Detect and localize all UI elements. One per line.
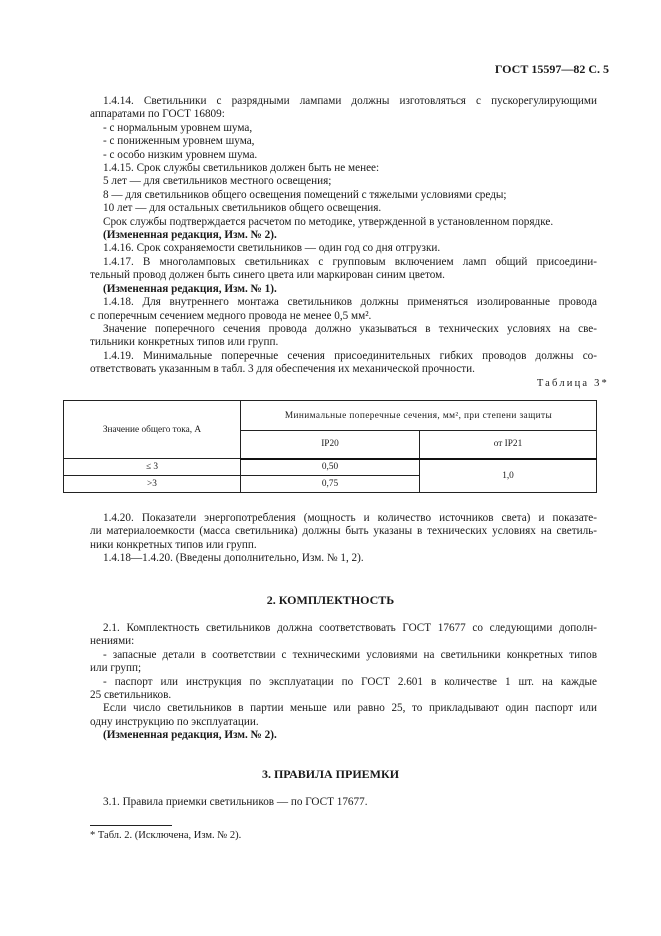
sub-header-ip21: от IP21 xyxy=(420,431,597,459)
table-cell-ip20: 0,50 xyxy=(241,459,420,476)
section-2-text xyxy=(90,622,597,743)
section-1-4-text xyxy=(90,95,597,377)
text-line: 1.4.17. В многоламповых светильниках с групповым включением ламп общий присоедини- xyxy=(103,255,597,268)
text-line: аппаратами по ГОСТ 16809: xyxy=(90,108,225,121)
table-3 xyxy=(63,400,597,493)
text-line: 1.4.15. Срок службы светильников должен быть не менее: xyxy=(103,162,380,175)
text-line: (Измененная редакция, Изм. № 2). xyxy=(103,729,277,742)
text-line: ли материалоемкости (масса светильника) должны быть указаны в технических условиях на светиль- xyxy=(90,525,597,538)
text-line: (Измененная редакция, Изм. № 2). xyxy=(103,229,277,242)
text-line: ответствовать указанным в табл. 3 для обеспечения их механической прочности. xyxy=(90,363,475,376)
footnote xyxy=(90,830,241,841)
text-line: - с особо низким уровнем шума. xyxy=(103,148,258,161)
text-line: 1.4.18. Для внутреннего монтажа светильников должны применяться изолированные провода xyxy=(103,296,597,309)
cross-section-group-header: Минимальные поперечные сечения, мм², при степени защиты xyxy=(241,401,597,431)
text-line: - с нормальным уровнем шума, xyxy=(103,121,253,134)
section-3-text xyxy=(90,796,597,809)
text-line: 5 лет — для светильников местного освещения; xyxy=(103,175,332,188)
text-line: Значение поперечного сечения провода должно указываться в технических условиях на све- xyxy=(103,322,597,335)
text-line: 1.4.14. Светильники с разрядными лампами должны изготовляться с пускорегулирующими xyxy=(103,95,597,107)
heading-completeness: 2. КОМПЛЕКТНОСТЬ xyxy=(266,593,395,607)
footnote-text: * Табл. 2. (Исключена, Изм. № 2). xyxy=(90,830,242,841)
page-header: ГОСТ 15597—82 С. 5 xyxy=(494,62,609,76)
text-line: с поперечным сечением медного провода не менее 0,5 мм². xyxy=(90,309,372,322)
text-line: - запасные детали в соответствии с техническими условиями на светильники конкретных типов xyxy=(103,648,597,661)
text-line: тильники конкретных типов или групп. xyxy=(90,336,279,349)
text-line: 25 светильников. xyxy=(90,689,172,702)
text-line: 1.4.18—1.4.20. (Введены дополнительно, Изм. № 1, 2). xyxy=(103,552,364,565)
text-line: нениями: xyxy=(90,635,135,648)
text-line: или групп; xyxy=(90,662,142,675)
text-line: - с пониженным уровнем шума, xyxy=(103,135,255,148)
text-line: 10 лет — для остальных светильников общего освещения. xyxy=(103,202,382,215)
text-line: 1.4.16. Срок сохраняемости светильников — один год со дня отгрузки. xyxy=(103,242,441,255)
text-line: 1.4.19. Минимальные поперечные сечения присоединительных гибких проводов должны со- xyxy=(103,349,597,362)
heading-acceptance-rules: 3. ПРАВИЛА ПРИЕМКИ xyxy=(261,767,400,781)
table-cell-current: >3 xyxy=(64,476,241,493)
table-cell-current: ≤ 3 xyxy=(64,459,241,476)
text-line: 2.1. Комплектность светильников должна соответствовать ГОСТ 17677 со следующими дополн- xyxy=(103,622,597,634)
text-line: Срок службы подтверждается расчетом по методике, утвержденной в установленном порядке. xyxy=(103,215,554,228)
text-line: 3.1. Правила приемки светильников — по ГОСТ 17677. xyxy=(103,796,368,808)
text-line: 1.4.20. Показатели энергопотребления (мощность и количество источников света) и показате- xyxy=(103,512,597,524)
text-line: одну инструкцию по эксплуатации. xyxy=(90,715,259,728)
table-cell-ip21: 1,0 xyxy=(420,459,597,493)
text-line: тельный провод должен быть синего цвета или маркирован синим цветом. xyxy=(90,269,445,282)
section-1-4-20-text xyxy=(90,512,597,566)
text-line: - паспорт или инструкция по эксплуатации по ГОСТ 2.601 в количестве 1 шт. на каждые xyxy=(103,675,597,688)
table-caption: Таблица 3* xyxy=(536,378,609,389)
text-line: (Измененная редакция, Изм. № 1). xyxy=(103,282,277,295)
text-line: Если число светильников в партии меньше или равно 25, то прикладывают один паспорт или xyxy=(103,702,597,715)
text-line: ники конкретных типов или групп. xyxy=(90,538,257,551)
table-cell-ip20: 0,75 xyxy=(241,476,420,493)
text-line: 8 — для светильников общего освещения помещений с тяжелыми условиями среды; xyxy=(103,188,507,201)
col-current-header: Значение общего тока, А xyxy=(64,401,241,459)
sub-header-ip20: IP20 xyxy=(241,431,420,459)
footnote-rule xyxy=(90,825,172,826)
